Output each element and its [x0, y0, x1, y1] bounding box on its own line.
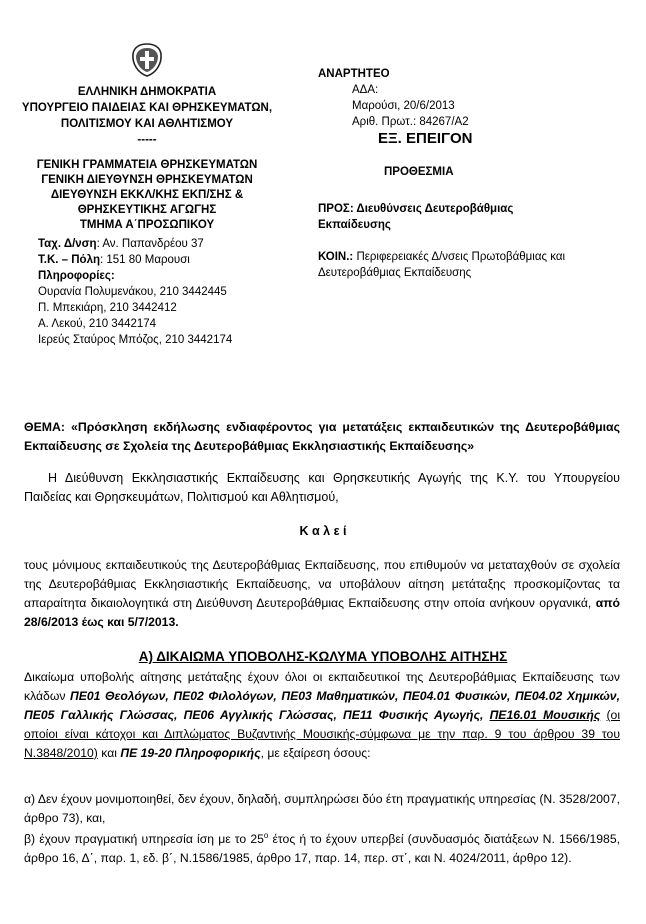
greek-emblem-icon [130, 42, 164, 78]
separator: ----- [137, 134, 157, 146]
exclusion-a-text: α) Δεν έχουν μονιμοποιηθεί, δεν έχουν, δηλαδή, συμπληρώσει δύο έτη πραγματικής υπηρεσίας (Ν. 3528/2007, άρθρο 73), και, [24, 792, 620, 825]
cc-text: Περιφερειακές Δ/νσεις Πρωτοβάθμιας και [353, 251, 566, 263]
ordinal-superscript: ο [263, 831, 269, 840]
it-branch: ΠΕ 19-20 Πληροφορικής [120, 746, 261, 760]
ministry-block [10, 84, 284, 148]
exclusion-b-text-2: έτος ή το έχουν υπερβεί (συνδυασμός διατάξεων Ν. 1566/1985, άρθρο 16, Δ΄, παρ. 1, εδ. β΄, Ν.1586/1985, άρθρο 17, παρ. 14, περ. στ΄, και Ν. 4024/2011, άρθρο 12). [24, 832, 621, 866]
branches-list: ΠΕ01 Θεολόγων, ΠΕ02 Φιλολόγων, ΠΕ03 Μαθηματικών, ΠΕ04.01 Φυσικών, ΠΕ04.02 Χημικών, ΠΕ05 Γαλλικής Γλώσσας, ΠΕ06 Αγγλικής Γλώσσας, ΠΕ11 Φυσικής Αγωγής, [24, 689, 620, 722]
intro-paragraph [24, 469, 620, 507]
exclusion-b-text: β) έχουν πραγματική υπηρεσία ίση με το 25 [24, 832, 264, 847]
subject-label: ΘΕΜΑ: [24, 420, 65, 434]
carbon-copy [318, 249, 628, 281]
postal-value: : 151 80 Μαρουσι [100, 254, 190, 266]
cc-text-2: Δευτεροβάθμιας Εκπαίδευσης [318, 267, 472, 279]
music-branch: ΠΕ16.01 Μουσικής [489, 708, 601, 722]
subject [24, 418, 620, 456]
dept-line: ΓΕΝΙΚΗ ΔΙΕΥΘΥΝΣΗ ΘΡΗΣΚΕΥΜΑΤΩΝ [41, 174, 253, 186]
music-note: (οι οποίοι είναι κάτοχοι και Διπλώματος Βυζαντινής Μουσικής-σύμφωνα με την παρ. 9 του άρθρου 39 του Ν.3848/2010) [24, 708, 621, 760]
section-a-intro: Δικαίωμα υποβολής αίτησης μετάταξης έχουν όλοι οι εκπαιδευτικοί της Δευτεροβάθμιας Εκπαίδευσης των κλάδων [24, 670, 620, 703]
posted-label: ΑΝΑΡΤΗΤΕΟ [318, 68, 390, 80]
call-dates: από 28/6/2013 έως και 5/7/2013. [24, 596, 620, 629]
urgent-label: ΕΞ. ΕΠΕΙΓΟΝ [378, 130, 473, 147]
contact-line: Α. Λεκού, 210 3442174 [38, 318, 157, 330]
ministry-line: ΥΠΟΥΡΓΕΙΟ ΠΑΙΔΕΙΑΣ ΚΑΙ ΘΡΗΣΚΕΥΜΑΤΩΝ, [21, 102, 273, 114]
dept-line: ΔΙΕΥΘΥΝΣΗ ΕΚΚΛ/ΚΗΣ ΕΚΠ/ΣΗΣ & [50, 189, 244, 201]
doc-date: Μαρούσι, 20/6/2013 [352, 100, 455, 112]
recipients [318, 201, 618, 233]
cc-label: ΚΟΙΝ.: [318, 251, 354, 263]
section-a-paragraph [24, 668, 620, 763]
contact-line: Ιερεύς Σταύρος Μπόζος, 210 3442174 [38, 334, 233, 346]
intro-text: Η Διεύθυνση Εκκλησιαστικής Εκπαίδευσης και Θρησκευτικής Αγωγής της Κ.Υ. του Υπουργείου Παιδείας και Θρησκευμάτων, Πολιτισμού και Αθλητισμού, [24, 471, 620, 504]
protocol-number: Αριθ. Πρωτ.: 84267/Α2 [352, 116, 469, 128]
dept-line: ΤΜΗΜΑ Α΄ΠΡΟΣΩΠΙΚΟΥ [79, 219, 215, 231]
section-a-title: Α) ΔΙΚΑΙΩΜΑ ΥΠΟΒΟΛΗΣ-ΚΩΛΥΜΑ ΥΠΟΒΟΛΗΣ ΑΙΤΗΣΗΣ [138, 649, 508, 664]
and-text: και [97, 746, 121, 760]
contact-line: Π. Μπεκιάρη, 210 3442412 [38, 302, 177, 314]
to-text-2: Εκπαίδευσης [318, 219, 391, 231]
ada-label: ΑΔΑ: [352, 84, 379, 96]
postal-label: Τ.Κ. – Πόλη [38, 254, 100, 266]
deadline-label: ΠΡΟΘΕΣΜΙΑ [384, 166, 454, 178]
call-text: τους μόνιμους εκπαιδευτικούς της Δευτεροβάθμιας Εκπαίδευσης, που επιθυμούν να μεταταχθούν σε σχολεία της Δευτεροβάθμιας Εκκλησιαστικής Εκπαίδευσης, να υποβάλουν αίτηση μετάταξης προσκομίζοντας τα απαραίτητα δικαιολογητικά στη Διεύθυνση Δευτεροβάθμιας Εκπαίδευσης στην οποία ανήκουν οργανικά, [24, 558, 620, 610]
contact-line: Ουρανία Πολυμενάκου, 210 3442445 [38, 286, 227, 298]
exclusion-b [24, 826, 620, 868]
exclusion-a [24, 790, 620, 828]
ministry-line: ΠΟΛΙΤΙΣΜΟΥ ΚΑΙ ΑΘΛΗΤΙΣΜΟΥ [60, 118, 234, 130]
call-paragraph [24, 556, 620, 632]
address-value: : Αν. Παπανδρέου 37 [96, 238, 204, 250]
invites-heading: Κ α λ ε ί [299, 524, 347, 538]
to-label: ΠΡΟΣ: [318, 203, 354, 215]
section-a-tail: , με εξαίρεση όσους: [260, 746, 371, 760]
dept-line: ΓΕΝΙΚΗ ΓΡΑΜΜΑΤΕΙΑ ΘΡΗΣΚΕΥΜΑΤΩΝ [36, 159, 258, 171]
contact-block [38, 236, 298, 348]
to-text: Διευθύνσεις Δευτεροβάθμιας [353, 203, 514, 215]
department-block [10, 158, 284, 233]
dept-line: ΘΡΗΣΚΕΥΤΙΚΗΣ ΑΓΩΓΗΣ [77, 204, 217, 216]
ministry-line: ΕΛΛΗΝΙΚΗ ΔΗΜΟΚΡΑΤΙΑ [77, 86, 217, 98]
info-label: Πληροφορίες: [38, 270, 115, 282]
subject-text: «Πρόσκληση εκδήλωσης ενδιαφέροντος για μετατάξεις εκπαιδευτικών της Δευτεροβάθμιας Εκπαίδευσης σε Σχολεία της Δευτεροβάθμιας Εκκλησιαστικής Εκπαίδευσης» [24, 420, 620, 453]
address-label: Ταχ. Δ/νση [38, 238, 97, 250]
